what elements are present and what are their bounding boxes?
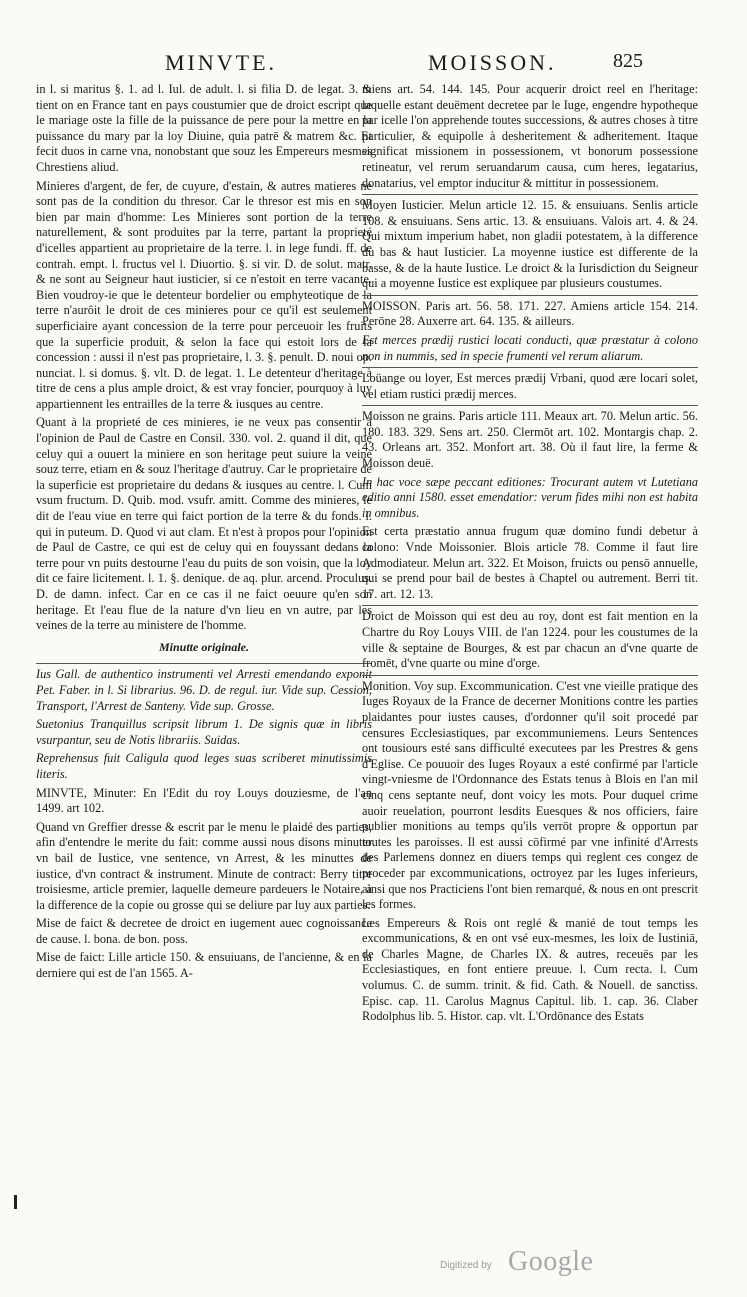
paragraph: Est merces prædij rustici locati conducti, quæ præstatur à colono non in nummis, sed in specie frumenti vel rerum aliarum. [362, 332, 698, 363]
running-title-right: MOISSON. [428, 50, 557, 75]
paragraph: Ius Gall. de authentico instrumenti vel Arresti emendando exponit Pet. Faber. in l. Si librarius. 96. D. de regul. iur. Vide sup. Cession, Transport, l'Arrest de Santeny. Vide sup. Grosse. [36, 667, 372, 713]
paragraph: Est certa præstatio annua frugum quæ domino fundi debetur à colono: Vnde Moissonier. Blois article 78. Comme il faut lire Admodiateur. Melun art. 322. Et Moison, fruicts ou pensō annuelle, qui se prend pour bail de bestes à Chaptel ou autrement. Berri tit. 17. art. 12. 13. [362, 524, 698, 601]
right-column [362, 82, 698, 1028]
page-header [0, 50, 747, 80]
divider [36, 663, 372, 664]
paragraph: Quant à la proprieté de ces minieres, ie ne veux pas consentir à l'opinion de Paul de Castre en Consil. 330. vol. 2. quand il dit, que celuy qui a ouuert la miniere en son heritage peut suiure la veine souz terre, etiam en & souz l'heritage d'autruy. Car le proprietaire de la superficie est proprietaire du dedans & iusques au centre. l. Cum vsum fructum. D. Quib. mod. vsufr. amitt. Comme des minieres, le dit de l'eau viue en terre qui faict portion de la terre & du fonds. l. qui in puteum. D. Quod vi aut clam. Et n'est à propos pour l'opinion de Paul de Castre, ce qui est de celuy qui en fouyssant dedans la terre pour vn puits destourne l'eau du puits de son voisin, que la loy dit ce faire licitement. l. 1. §. denique. de aq. plur. arcend. Proculus. D. de damn. infect. Car en ce cas il ne faict oeuure qu'en son heritage. Et l'eau flue de la nature d'vn lieu en vn autre, par les veines de la terre au ministere de l'homme. [36, 415, 372, 633]
digitized-watermark [440, 1246, 640, 1280]
google-logo: Google [508, 1246, 594, 1277]
paragraph: Monition. Voy sup. Excommunication. C'est vne vieille pratique des Iuges Royaux de la France de decerner Monitions contre les parties plaidantes pour iustes causes, d'ordonner qu'il soit procedé par censures Ecclesiastiques, par excommuniemens. Leurs Sentences ont tousiours esté sans difficulté executees par les Prestres & gens d'Eglise. Ce pouuoir des Iuges Royaux a esté confirmé par l'article vingt-vniesme de l'Ordonnance des Estats tenus à Blois en l'an mil cinq cens septante neuf, dont voicy les mots. Pour duquel crime auoir reuelation, pourront lesdits Euesques & nos officiers, faire publier monitions au temps qu'ils verrōt propre & opportun par toutes les paroisses. Il est aussi cōfirmé par vne infinité d'Arrests des Parlemens donnez en diuers temps qui reglent ces congez de proceder par excommunications, octroyez par les Iuges inferieurs, ainsi que nos Practiciens l'ont bien remarqué, & nous en ont prescrit les formes. [362, 678, 698, 912]
divider [362, 675, 698, 676]
paragraph: Mise de faict & decretee de droict en iugement auec cognoissance de cause. l. bona. de bon. poss. [36, 916, 372, 946]
paragraph: Les Empereurs & Rois ont reglé & manié de tout temps les excommunications, & en ont vsé eux-mesmes, les loix de Iustiniā, de Charles Magne, de Charles IX. & autres, receuës par les Ecclesiastiques, en font entiere preuue. l. Cum recta. l. Cum volumus. C. de summ. trinit. & fid. Cath. & Nouell. de sanctiss. Episc. cap. 11. Carolus Magnus Capitul. lib. 1. cap. 36. Claber Rodolphus lib. 5. Histor. cap. vlt. L'Ordōnance des Estats [362, 915, 698, 1024]
margin-mark [14, 1195, 17, 1209]
paragraph: in l. si maritus §. 1. ad l. Iul. de adult. l. si filia D. de legat. 3. & tient on en France tant en pays coustumier que de droict escript que le mariage oste la fille de la puissance de pere pour la mettre en la puissance du mary par la loy Diuine, quia patrē & matrem &c. Et fecit duos in carne vna, nonobstant que souz les Empereurs mesmes Chrestiens aliud. [36, 82, 372, 174]
paragraph: Minieres d'argent, de fer, de cuyure, d'estain, & autres matieres ne sont pas de la condition du thresor. Car le thresor est mis en son bien par main d'homme: Les Minieres sont portion de la terre naturellement, & sont produites par la terre, partant la proprieté d'icelles appartient au proprietaire de la terre. l. in lege fundi. ff. de contrah. empt. l. fructus vel l. Diuortio. §. si vir. D. de solut. matr. & ne sont au Seigneur haut iusticier, si ce n'estoit en terre vacante. Bien voudroy-ie que le detenteur bordelier ou emphyteotique de la terre n'aurôit le droit de ces minieres pour ce qu'il est seulement superficiaire ayant concession de la terre pour perceuoir les fruits que la superficie produit, & selon la face qui estoit lors de la concession : aussi il n'est pas proprietaire, l. 3. §. penult. D. noui op. nunciat. l. si domus. §. vlt. D. de legat. 1. Le detenteur d'heritage à titre de cens a plus ample droict, & est vray foncier, pourquoy à luy appartiennent les entrailles de la terre & iusques au centre. [36, 178, 372, 411]
divider [362, 295, 698, 296]
divider [362, 367, 698, 368]
paragraph: Reprehensus fuit Caligula quod leges suas scriberet minutissimis literis. [36, 751, 372, 781]
divider [362, 194, 698, 195]
divider [362, 605, 698, 606]
paragraph: Droict de Moisson qui est deu au roy, dont est fait mention en la Chartre du Roy Louys VIII. de l'an 1224. pour les coustumes de la ville & septaine de Bourges, & est par chacun an d'vne quarte de fromēt, d'vne quarte ou mine d'orge. [362, 609, 698, 671]
paragraph: miens art. 54. 144. 145. Pour acquerir droict reel en l'heritage: laquelle estant deuëment decretee par le Iuge, engendre hypotheque par icelle l'on apprehende toutes successions, & autres choses à titre particulier, & equipolle à desheritement & adheritement. Itaque significat missionem in possessionem, vt bonorum possessione retineatur, vel rerum seruandarum causa, cum heres, legatarius, donatarius, vel emptor inducitur & mittitur in possessionem. [362, 82, 698, 190]
paragraph: Moyen Iusticier. Melun article 12. 15. & ensuiuans. Senlis article 108. & ensuiuans. Sens artic. 13. & ensuiuans. Valois art. 4. & 24. Qui mixtum imperium habet, non gladii potestatem, à la difference du bas & haut Iusticier. La moyenne iustice est differente de la basse, & de la haute Iustice. Le droict & la Iurisdiction du Seigneur qui a moyenne Iustice est expliquee par plusieurs coustumes. [362, 198, 698, 291]
paragraph: In hac voce sæpe peccant editiones: Trocurant autem vt Lutetiana editio anni 1580. esset emendatior: verum fides mihi non est habita in omnibus. [362, 474, 698, 520]
digitized-by-text: Digitized by [440, 1260, 492, 1271]
paragraph: Loüange ou loyer, Est merces prædij Vrbani, quod ære locari solet, vel etiam rustici prædij merces. [362, 371, 698, 401]
paragraph: MINVTE, Minuter: En l'Edit du roy Louys douziesme, de l'an 1499. art 102. [36, 785, 372, 816]
running-title-left: MINVTE. [165, 50, 278, 75]
subheading: Minutte originale. [158, 639, 250, 654]
left-column [36, 82, 372, 985]
paragraph: Suetonius Tranquillus scripsit librum 1. De signis quæ in libris vsurpantur, seu de Notis librariis. Suidas. [36, 717, 372, 747]
paragraph: Quand vn Greffier dresse & escrit par le menu le plaidé des parties, afin d'entendre le merite du fait: comme aussi nous disons minuter vn bail de Iustice, vne sentence, vn Arrest, & les minuttes de iustice, d'vn contract & instrument. Minute de contract: Berry titre troisiesme, article premier, laquelle demeure pardeuers le Notaire, à la difference de la copie ou grosse qui se deliure par luy aux parties. [36, 819, 372, 912]
paragraph: MOISSON. Paris art. 56. 58. 171. 227. Amiens article 154. 214. Perōne 28. Auxerre art. 64. 135. & ailleurs. [362, 298, 698, 329]
paragraph: Mise de faict: Lille article 150. & ensuiuans, de l'ancienne, & en la derniere qui est de l'an 1565. A- [36, 950, 372, 981]
page-number: 825 [613, 50, 643, 72]
divider [362, 405, 698, 406]
paragraph: Moisson ne grains. Paris article 111. Meaux art. 70. Melun artic. 56. 180. 183. 329. Sens art. 250. Clermōt art. 102. Montargis chap. 2. 43. Orleans art. 352. Monfort art. 38. Où il faut lire, la ferme & Moisson deuë. [362, 409, 698, 471]
